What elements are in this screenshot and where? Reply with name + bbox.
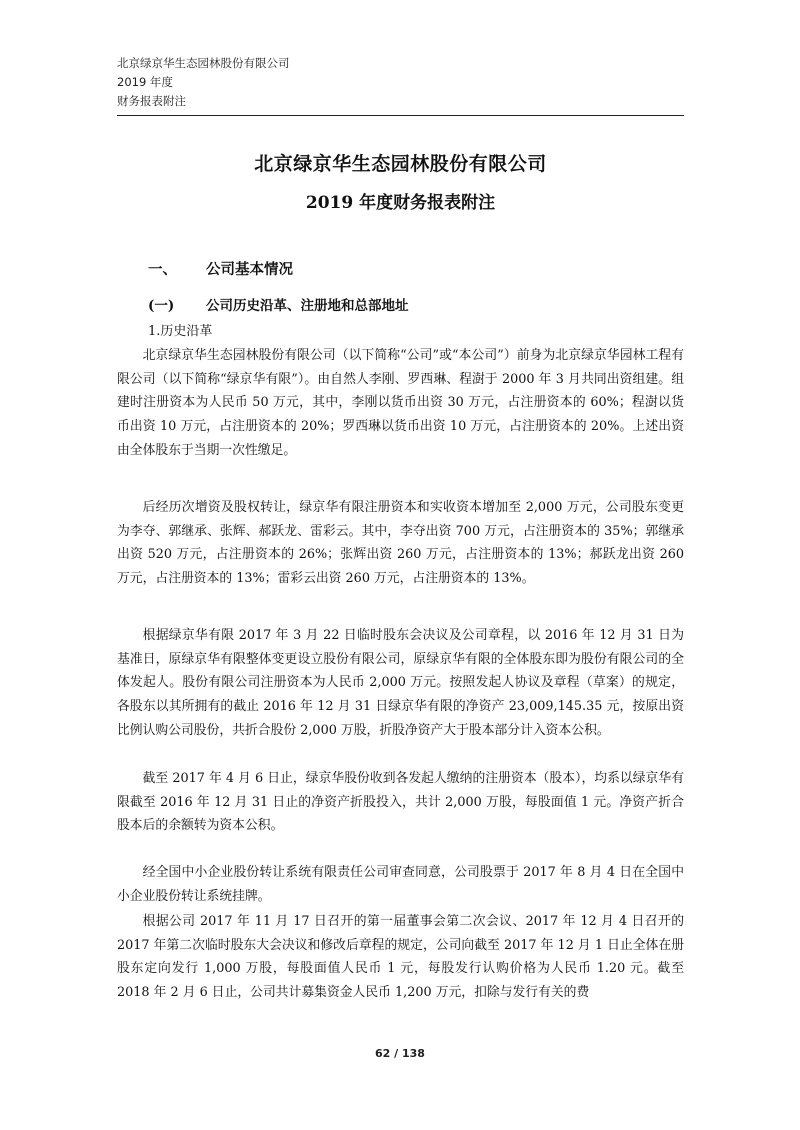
paragraph-text: 截至 2017 年 4 月 6 日止，绿京华股份收到各发起人缴纳的注册资本（股本），均系以绿京华有限截至 2016 年 12 月 31 日止的净资产折股投入，共计 2,000 万股，每股面值 1 元。净资产折合股本后的余额转为资本公积。 xyxy=(117,771,684,834)
header-doc: 财务报表附注 xyxy=(117,94,186,108)
paragraph xyxy=(117,910,684,1005)
document-title: 北京绿京华生态园林股份有限公司 xyxy=(254,153,547,175)
header-year: 2019 年度 xyxy=(117,75,173,89)
paragraph-text: 后经历次增资及股权转让，绿京华有限注册资本和实收资本增加至 2,000 万元，公司股东变更为李夺、郭继承、张辉、郝跃龙、雷彩云。其中，李夺出资 700 万元，占注册资本的 35%；郭继承出资 520 万元，占注册资本的 26%；张辉出资 260 万元，占注册资本的 13%；郝跃龙出资 260 万元，占注册资本的 13%；雷彩云出资 260 万元，占注册资本的 13%。 xyxy=(117,500,684,587)
paragraph-text: 北京绿京华生态园林股份有限公司（以下简称“公司”或“本公司”）前身为北京绿京华园林工程有限公司（以下简称“绿京华有限”）。由自然人李刚、罗西琳、程澍于 2000 年 3 月共同出资组建。组建时注册资本为人民币 50 万元，其中，李刚以货币出资 30 万元，占注册资本的 60%；程澍以货币出资 10 万元，占注册资本的 20%；罗西琳以货币出资 10 万元，占注册资本的 20%。上述出资由全体股东于当期一次性缴足。 xyxy=(117,348,684,458)
paragraph-text: 根据绿京华有限 2017 年 3 月 22 日临时股东会决议及公司章程，以 2016 年 12 月 31 日为基准日，原绿京华有限整体变更设立股份有限公司，原绿京华有限的全体股东即为股份有限公司的全体发起人。股份有限公司注册资本为人民币 2,000 万元。按照发起人协议及章程（草案）的规定，各股东以其所拥有的截止 2016 年 12 月 31 日绿京华有限的净资产 23,009,145.35 元，按原出资比例认购公司股份，共折合股份 2,000 万股，折股净资产大于股本部分计入资本公积。 xyxy=(117,628,684,738)
paragraph xyxy=(117,767,684,838)
page-number: 62 / 138 xyxy=(375,1047,425,1060)
running-header xyxy=(117,54,684,111)
subsection-number: (一) xyxy=(148,298,175,314)
subsection-title: 公司历史沿革、注册地和总部地址 xyxy=(206,298,409,314)
section-number: 一、 xyxy=(148,261,177,278)
header-divider xyxy=(117,115,684,116)
document-subtitle: 2019 年度财务报表附注 xyxy=(305,193,496,213)
paragraph xyxy=(117,624,684,743)
header-company: 北京绿京华生态园林股份有限公司 xyxy=(117,56,290,70)
paragraph xyxy=(117,344,684,463)
paragraph xyxy=(117,861,684,908)
paragraph-text: 经全国中小企业股份转让系统有限责任公司审查同意，公司股票于 2017 年 8 月 4 日在全国中小企业股份转让系统挂牌。 xyxy=(117,865,684,904)
paragraph xyxy=(117,496,684,591)
paragraph-text: 根据公司 2017 年 11 月 17 日召开的第一届董事会第二次会议、2017 年 12 月 4 日召开的 2017 年第二次临时股东大会决议和修改后章程的规定，公司向截至 2017 年 12 月 1 日止全体在册股东定向发行 1,000 万股，每股面值人民币 1 元，每股发行认购价格为人民币 1.20 元。截至 2018 年 2 月 6 日止，公司共计募集资金人民币 1,200 万元，扣除与发行有关的费 xyxy=(117,914,684,1001)
section-title: 公司基本情况 xyxy=(206,261,293,278)
item-heading: 1.历史沿革 xyxy=(148,324,213,339)
